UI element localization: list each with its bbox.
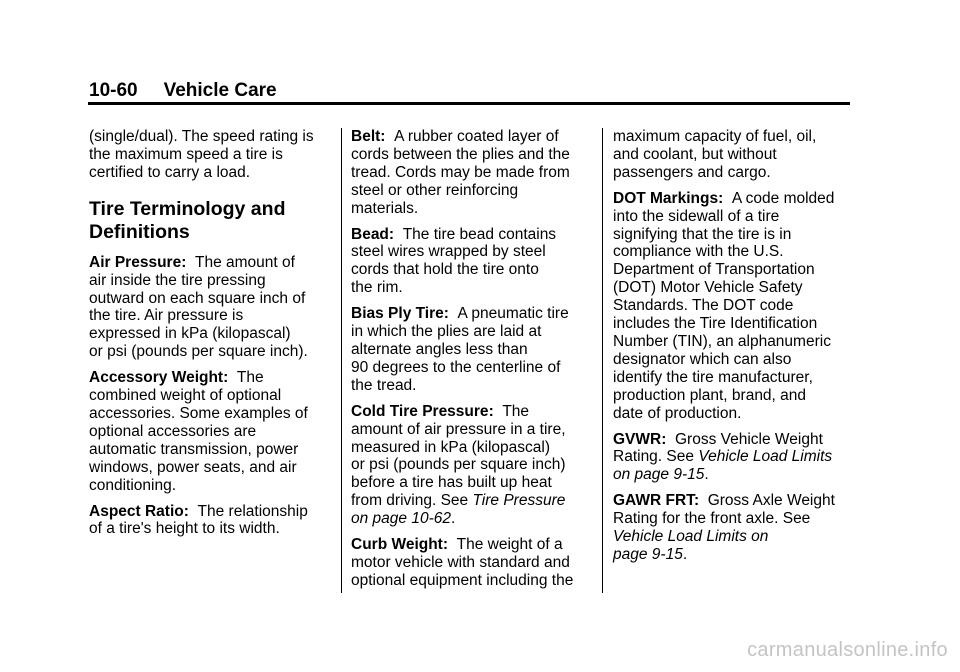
text-bead: The tire bead contains steel wires wrapped by steel cords that hold the tire onto the rim. — [351, 225, 557, 297]
term-gawr-frt: GAWR FRT : — [613, 492, 708, 509]
link-vehicle-load-limits[interactable]: Vehicle Load Limits on page 9-15 — [613, 448, 833, 484]
period: . — [450, 510, 456, 528]
definition-aspect-ratio — [89, 503, 337, 539]
text-gvwr: Gross Vehicle Weight Rating. See — [613, 430, 823, 466]
term-accessory-weight: Accessory Weight : — [89, 369, 237, 386]
text-cold-tire-pressure: The amount of air pressure in a tire, measured in kPa (kilopascal) or psi (pounds per square inch) before a tire has built up heat from driving. See — [351, 402, 566, 510]
definition-bias-ply-tire — [351, 305, 591, 395]
definition-accessory-weight — [89, 369, 337, 494]
section-heading: Tire Terminology and Definitions — [89, 197, 286, 243]
text-dot-markings: A code molded into the sidewall of a tire signifying that the tire is in compliance with the U.S. Department of Transportation (DOT) Motor Vehicle Safety Standards. The DOT code includes the Tire Identification Number (TIN), an alphanumeric designator which can also identify the tire manufacturer, production plant, brand, and date of production. — [613, 189, 835, 422]
page-header — [89, 80, 277, 102]
definition-gvwr — [613, 431, 858, 485]
term-dot-markings: DOT Markings : — [613, 190, 732, 207]
definition-curb-weight — [351, 536, 591, 590]
column-3 — [613, 128, 858, 572]
period: . — [704, 466, 709, 484]
definition-bead — [351, 226, 591, 298]
term-bead: Bead : — [351, 226, 403, 243]
header-rule — [88, 102, 850, 105]
text-bias-ply-tire: A pneumatic tire in which the plies are laid at alternate angles less than 90 degrees to the centerline of the tread. — [351, 305, 569, 394]
column-divider-2 — [602, 128, 603, 593]
text-aspect-ratio: The relationship of a tire's height to its width. — [89, 502, 308, 538]
text-belt: A rubber coated layer of cords between the plies and the tread. Cords may be made from steel or other reinforcing materials. — [351, 128, 570, 217]
column-1 — [89, 128, 337, 546]
period: . — [682, 545, 688, 563]
term-belt: Belt : — [351, 128, 394, 145]
definition-dot-markings — [613, 190, 858, 423]
term-air-pressure: Air Pressure : — [89, 254, 195, 271]
term-bias-ply-tire: Bias Ply Tire : — [351, 305, 458, 322]
column-2 — [351, 128, 591, 598]
page-number: 10-60 — [89, 80, 138, 101]
term-curb-weight: Curb Weight : — [351, 536, 457, 553]
definition-cold-tire-pressure — [351, 403, 591, 528]
text-accessory-weight: The combined weight of optional accessories. Some examples of optional accessories are automatic transmission, power windows, power seats, and air conditioning. — [89, 369, 308, 494]
definition-gawr-frt — [613, 492, 858, 564]
definition-belt — [351, 128, 591, 218]
watermark: carmanualsonline.info — [747, 639, 948, 661]
term-gvwr: GVWR : — [613, 431, 675, 448]
text-gawr-frt: Gross Axle Weight Rating for the front axle. See — [613, 492, 835, 528]
text-curb-weight: The weight of a motor vehicle with standard and optional equipment including the — [351, 536, 574, 589]
continued-paragraph: maximum capacity of fuel, oil, and coolant, but without passengers and cargo. — [613, 128, 817, 181]
intro-paragraph: (single/dual). The speed rating is the maximum speed a tire is certified to carry a load. — [89, 128, 314, 181]
definition-air-pressure — [89, 254, 337, 361]
term-cold-tire-pressure: Cold Tire Pressure : — [351, 403, 502, 420]
text-air-pressure: The amount of air inside the tire pressing outward on each square inch of the tire. Air pressure is expressed in kPa (kilopascal) or psi (pounds per square inch). — [89, 253, 308, 361]
link-tire-pressure[interactable]: Tire Pressure on page 10-62 — [351, 492, 566, 528]
section-title: Vehicle Care — [163, 80, 277, 101]
link-vehicle-load-limits-2[interactable]: Vehicle Load Limits on page 9-15 — [613, 528, 769, 563]
column-divider-1 — [341, 128, 342, 593]
term-aspect-ratio: Aspect Ratio : — [89, 503, 198, 520]
